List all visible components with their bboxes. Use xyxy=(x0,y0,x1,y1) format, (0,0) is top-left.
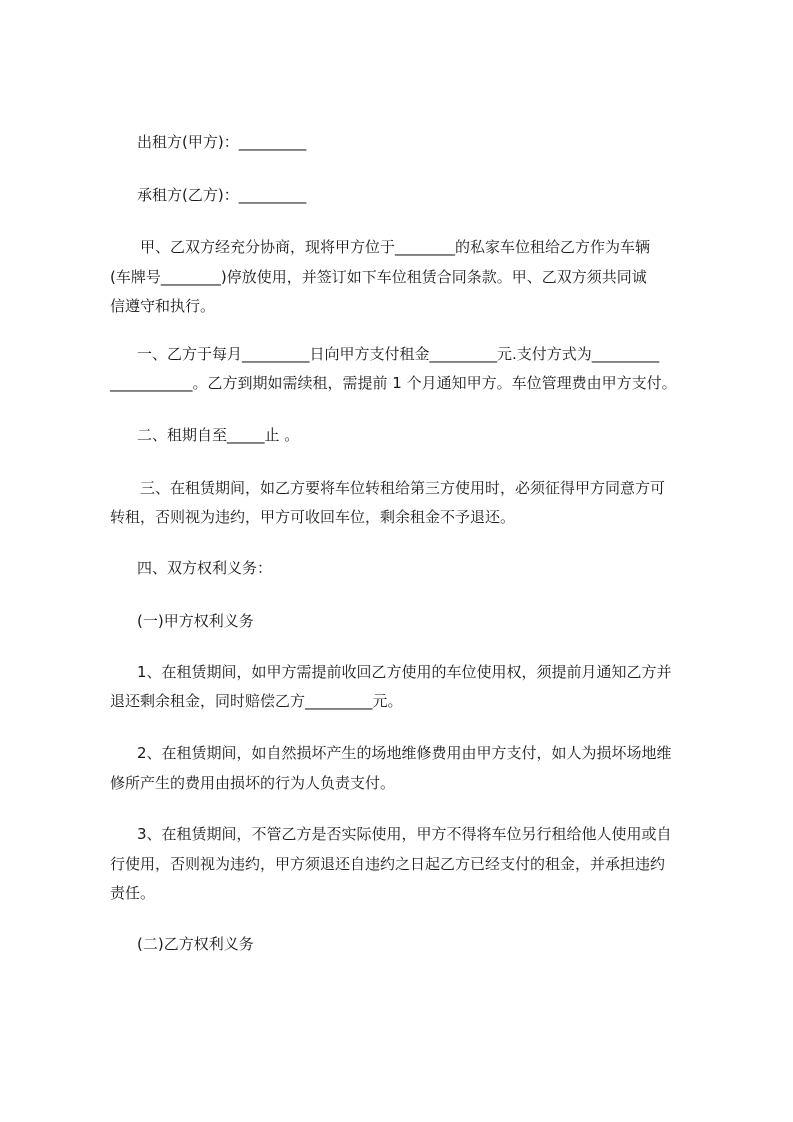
lessee-line: 承租方(乙方)：_________ xyxy=(137,186,307,204)
section-a-item-3-line-2: 行使用，否则视为违约，甲方须退还自违约之日起乙方已经支付的租金，并承担违约 xyxy=(110,855,666,873)
lessor-line: 出租方(甲方)：_________ xyxy=(137,133,307,151)
intro-line-2: (车牌号________)停放使用，并签订如下车位租赁合同条款。甲、乙双方须共同诚 xyxy=(110,268,647,286)
clause-3-line-1: 三、在租赁期间，如乙方要将车位转租给第三方使用时，必须征得甲方同意方可 xyxy=(140,479,666,497)
section-a-title: (一)甲方权利义务 xyxy=(137,612,254,630)
clause-1-line-2: ___________。乙方到期如需续租，需提前 1 个月通知甲方。车位管理费由甲方支付。 xyxy=(110,374,677,392)
clause-1-line-1: 一、乙方于每月_________日向甲方支付租金_________元.支付方式为_________ xyxy=(137,345,660,363)
section-a-item-2-line-1: 2、在租赁期间，如自然损坏产生的场地维修费用由甲方支付，如人为损坏场地维 xyxy=(137,744,672,762)
section-a-item-1-line-2: 退还剩余租金，同时赔偿乙方_________元。 xyxy=(110,692,403,710)
intro-line-1: 甲、乙双方经充分协商，现将甲方位于________的私家车位租给乙方作为车辆 xyxy=(140,238,651,256)
section-a-item-1-line-1: 1、在租赁期间，如甲方需提前收回乙方使用的车位使用权，须提前月通知乙方并 xyxy=(137,663,672,681)
clause-3-line-2: 转租，否则视为违约，甲方可收回车位，剩余租金不予退还。 xyxy=(110,508,516,526)
section-a-item-3-line-1: 3、在租赁期间，不管乙方是否实际使用，甲方不得将车位另行租给他人使用或自 xyxy=(137,825,672,843)
section-a-item-3-line-3: 责任。 xyxy=(110,884,156,902)
clause-4-title: 四、双方权利义务： xyxy=(137,559,273,577)
section-b-title: (二)乙方权利义务 xyxy=(137,935,254,953)
clause-2: 二、租期自至_____止 。 xyxy=(137,426,300,444)
section-a-item-2-line-2: 修所产生的费用由损坏的行为人负责支付。 xyxy=(110,774,396,792)
intro-line-3: 信遵守和执行。 xyxy=(110,297,216,315)
